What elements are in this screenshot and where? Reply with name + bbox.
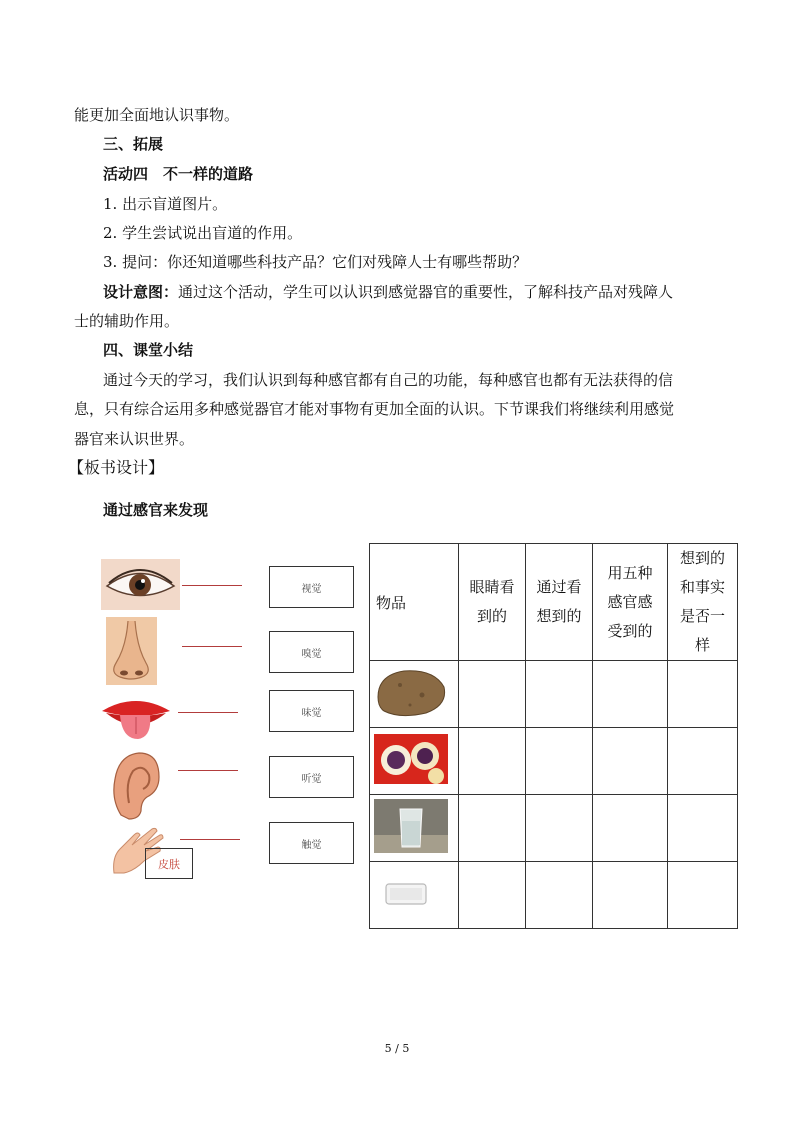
connector-line	[178, 770, 238, 771]
section-heading-extension: 三、拓展	[103, 135, 164, 153]
table-cell	[668, 795, 738, 862]
page-number: 5 / 5	[384, 1042, 410, 1055]
table-cell	[459, 728, 526, 795]
table-cell	[593, 661, 668, 728]
table-row	[370, 661, 738, 728]
design-intent-line1: 设计意图：通过这个活动，学生可以认识到感觉器官的重要性，了解科技产品对残障人	[103, 283, 674, 301]
connector-line	[180, 839, 240, 840]
item-cell	[370, 795, 459, 862]
table-header-row	[370, 544, 738, 661]
water-glass-image	[370, 795, 452, 857]
summary-line2: 息，只有综合运用多种感觉器官才能对事物有更加全面的认识。下节课我们将继续利用感觉	[74, 400, 675, 418]
step-2: 2. 学生尝试说出盲道的作用。	[103, 224, 303, 242]
table-row	[370, 862, 738, 929]
skin-label-box: 皮肤	[145, 848, 193, 879]
table-cell	[526, 728, 593, 795]
header-cell-compare: 想到的 和事实 是否一 样	[668, 544, 738, 661]
nose-image	[106, 617, 157, 685]
stone-image	[370, 661, 452, 723]
tongue-image	[96, 687, 176, 745]
table-row	[370, 728, 738, 795]
tofu-image	[370, 862, 452, 924]
header-cell-item: 物品	[370, 544, 459, 661]
table-row	[370, 795, 738, 862]
table-cell	[526, 795, 593, 862]
table-cell	[593, 795, 668, 862]
sense-box-sight: 视觉	[269, 566, 354, 608]
header-cell-eye: 眼睛看 到的	[459, 544, 526, 661]
eye-image	[101, 559, 180, 610]
connector-line	[182, 646, 242, 647]
section-heading-summary: 四、课堂小结	[103, 341, 194, 359]
table-cell	[459, 661, 526, 728]
fruit-image	[370, 728, 452, 790]
activity-label: 活动四	[103, 165, 149, 183]
table-cell	[459, 862, 526, 929]
summary-line1: 通过今天的学习，我们认识到每种感官都有自己的功能，每种感官也都有无法获得的信	[103, 371, 674, 389]
sense-box-smell: 嗅觉	[269, 631, 354, 673]
header-cell-five-senses: 用五种 感官感 受到的	[593, 544, 668, 661]
table-cell	[593, 862, 668, 929]
table-cell	[668, 862, 738, 929]
paragraph-continuation: 能更加全面地认识事物。	[74, 106, 240, 124]
observation-table	[369, 543, 738, 929]
item-cell	[370, 862, 459, 929]
summary-line3: 器官来认识世界。	[74, 430, 195, 448]
table-cell	[668, 661, 738, 728]
connector-line	[182, 585, 242, 586]
sense-box-touch: 触觉	[269, 822, 354, 864]
table-cell	[668, 728, 738, 795]
table-cell	[526, 661, 593, 728]
sense-box-taste: 味觉	[269, 690, 354, 732]
activity-title: 不一样的道路	[163, 165, 254, 183]
activity-heading	[103, 164, 253, 184]
sense-box-hearing: 听觉	[269, 756, 354, 798]
table-cell	[593, 728, 668, 795]
ear-image	[103, 749, 168, 821]
design-intent-label: 设计意图：	[103, 283, 179, 301]
table-cell	[526, 862, 593, 929]
board-design-heading: 【板书设计】	[68, 458, 165, 477]
connector-line	[178, 712, 238, 713]
board-title: 通过感官来发现	[103, 501, 209, 519]
item-cell	[370, 728, 459, 795]
step-3: 3. 提问：你还知道哪些科技产品？它们对残障人士有哪些帮助？	[103, 253, 528, 271]
item-cell	[370, 661, 459, 728]
design-intent-line2: 士的辅助作用。	[74, 312, 180, 330]
table-cell	[459, 795, 526, 862]
header-cell-think: 通过看 想到的	[526, 544, 593, 661]
step-1: 1. 出示盲道图片。	[103, 195, 228, 213]
